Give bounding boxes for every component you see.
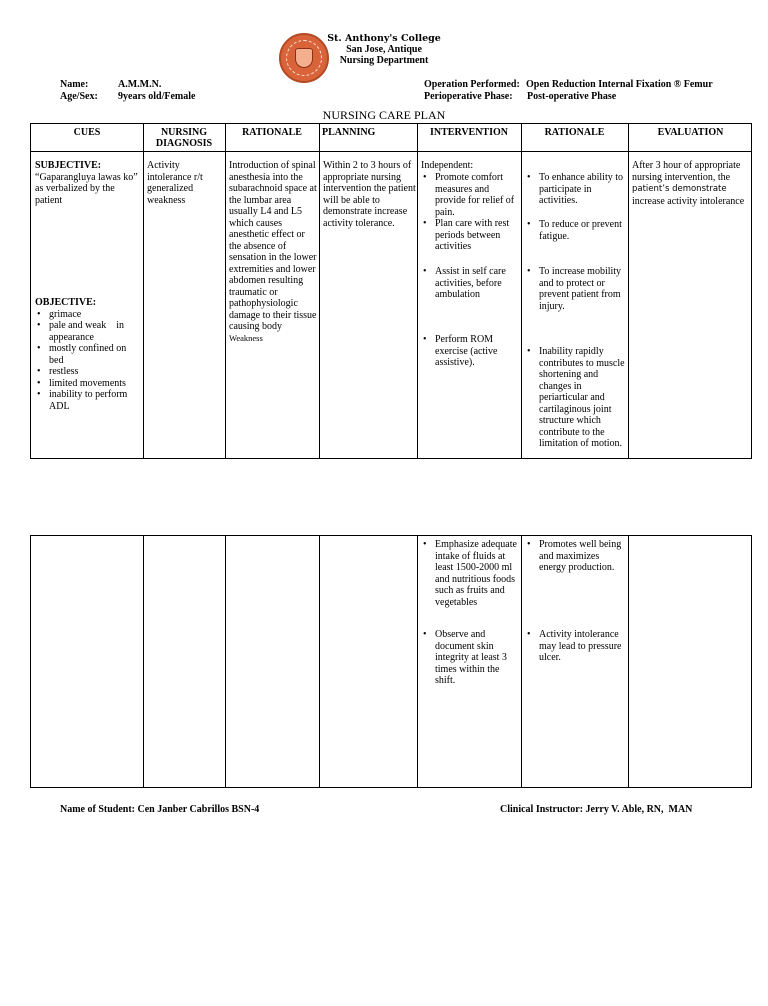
rationale-item: • To reduce or prevent fatigue. [525, 219, 627, 242]
page-title: NURSING CARE PLAN [322, 108, 446, 122]
name-label: Name: [60, 79, 89, 90]
intervention-list-b [421, 266, 520, 301]
rationale-item: • Activity intolerance may lead to pressure ulcer. [525, 629, 627, 664]
rationale-list-f [525, 629, 627, 664]
rationale-list-e [525, 539, 627, 574]
list-item: • mostly confined on bed [35, 343, 141, 366]
objective-label: OBJECTIVE: [35, 297, 97, 308]
cues-subjective [35, 160, 141, 206]
list-item: • limited movements [35, 378, 141, 390]
intervention-item: • Plan care with rest periods between activities [421, 218, 520, 253]
intervention-list-c [421, 334, 520, 369]
college-name: St. Anthony's College [327, 33, 441, 44]
rationale-list-b [525, 219, 627, 242]
care-plan-table [30, 123, 752, 459]
intervention-list-d [421, 539, 520, 608]
operation-label: Operation Performed: [424, 79, 520, 90]
subjective-label: SUBJECTIVE: [35, 160, 102, 171]
subjective-text: “Gaparangluya lawas ko” as verbalized by the patient [35, 171, 138, 206]
intervention-item: • Observe and document skin integrity at least 3 times within the shift. [421, 629, 520, 687]
header-intervention: INTERVENTION [430, 127, 508, 138]
phase-value: Post-operative Phase [527, 91, 617, 102]
header-planning: PLANNING [322, 127, 376, 138]
rationale-list-a [525, 172, 627, 207]
college-address: San Jose, Antique [346, 44, 422, 55]
cues-objective [35, 297, 141, 412]
rationale-item: • To increase mobility and to protect or prevent patient from injury. [525, 266, 627, 312]
list-item: • inability to perform ADL [35, 389, 141, 412]
rationale-item: • To enhance ability to participate in activities. [525, 172, 627, 207]
objective-list [35, 309, 141, 413]
care-plan-table-continued [30, 535, 752, 788]
list-item: • grimace [35, 309, 141, 321]
header-evaluation: EVALUATION [657, 127, 724, 138]
header-diagnosis: NURSING DIAGNOSIS [155, 127, 213, 149]
header-cues: CUES [73, 127, 101, 138]
intervention-list-e [421, 629, 520, 687]
clinical-instructor: Clinical Instructor: Jerry V. Able, RN, MAN [500, 804, 693, 815]
student-name: Name of Student: Cen Janber Cabrillos BSN-4 [60, 804, 260, 815]
department-name: Nursing Department [339, 55, 429, 66]
rationale-list-c [525, 266, 627, 312]
operation-value: Open Reduction Internal Fixation ® Femur [526, 79, 713, 90]
name-value: A.M.M.N. [118, 79, 162, 90]
header-rationale: RATIONALE [242, 127, 302, 138]
intervention-heading: Independent: [421, 160, 474, 171]
phase-label: Perioperative Phase: [424, 91, 513, 102]
intervention-item: • Perform ROM exercise (active assistive). [421, 334, 520, 369]
header-rationale-2: RATIONALE [544, 127, 605, 138]
agesex-value: 9years old/Female [118, 91, 196, 102]
list-item: • restless [35, 366, 141, 378]
nursing-diagnosis: Activity intolerance r/t generalized weakness [147, 160, 203, 206]
college-header [300, 33, 468, 66]
intervention-item: • Assist in self care activities, before ambulation [421, 266, 520, 301]
rationale-item: • Promotes well being and maximizes energy production. [525, 539, 627, 574]
planning-text: Within 2 to 3 hours of appropriate nursing intervention the patient will be able to demonstrate increase activity tolerance. [323, 160, 416, 229]
list-item: • pale and weak in appearance [35, 320, 141, 343]
rationale-list-d [525, 346, 627, 450]
evaluation-text: After 3 hour of appropriate nursing intervention, the patient’s demonstrate increase activity intolerance [632, 160, 745, 207]
intervention-item: • Promote comfort measures and provide for relief of pain. [421, 172, 520, 218]
agesex-label: Age/Sex: [60, 91, 98, 102]
rationale-item: • Inability rapidly contributes to muscle shortening and changes in periarticular and cartilaginous joint structure which contribute to the limitation of motion. [525, 346, 627, 450]
intervention-list-a [421, 172, 520, 253]
rationale-main: Introduction of spinal anesthesia into the subarachnoid space at the lumbar area usually L4 and L5 which causes anesthetic effect or the absence of sensation in the lower extremities and lower abdomen resulting traumatic or pathophysiologic damage to their tissue causing body Weakness [229, 160, 317, 343]
intervention-item: • Emphasize adequate intake of fluids at least 1500-2000 ml and nutritious foods such as fruits and vegetables [421, 539, 520, 608]
